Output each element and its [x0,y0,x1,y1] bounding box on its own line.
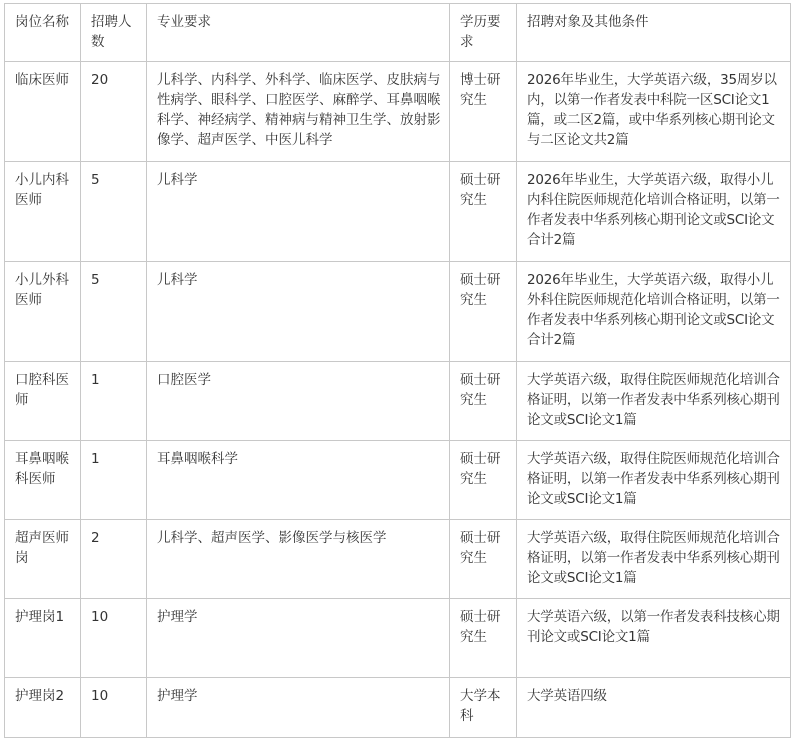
cell-conditions: 大学英语六级，取得住院医师规范化培训合格证明，以第一作者发表中华系列核心期刊论文或SCI论文1篇 [517,441,791,520]
cell-position: 超声医师岗 [5,520,81,599]
cell-count: 2 [81,520,147,599]
cell-count: 1 [81,362,147,441]
cell-position: 口腔科医师 [5,362,81,441]
cell-education: 硕士研究生 [450,599,517,678]
cell-major: 儿科学 [147,262,450,362]
cell-conditions: 大学英语六级，以第一作者发表科技核心期刊论文或SCI论文1篇 [517,599,791,678]
cell-education: 硕士研究生 [450,441,517,520]
cell-education: 大学本科 [450,678,517,738]
table-row [5,262,791,362]
cell-count: 5 [81,162,147,262]
table-row [5,441,791,520]
cell-education: 博士研究生 [450,62,517,162]
cell-conditions: 大学英语六级，取得住院医师规范化培训合格证明，以第一作者发表中华系列核心期刊论文或SCI论文1篇 [517,362,791,441]
cell-conditions: 大学英语四级 [517,678,791,738]
cell-major: 儿科学、超声医学、影像医学与核医学 [147,520,450,599]
cell-major: 儿科学、内科学、外科学、临床医学、皮肤病与性病学、眼科学、口腔医学、麻醉学、耳鼻咽喉科学、神经病学、精神病与精神卫生学、放射影像学、超声医学、中医儿科学 [147,62,450,162]
cell-conditions: 2026年毕业生，大学英语六级，取得小儿内科住院医师规范化培训合格证明，以第一作者发表中华系列核心期刊论文或SCI论文合计2篇 [517,162,791,262]
table-header-row [5,4,791,62]
cell-position: 护理岗2 [5,678,81,738]
cell-major: 护理学 [147,678,450,738]
header-position: 岗位名称 [5,4,81,62]
cell-education: 硕士研究生 [450,362,517,441]
cell-major: 口腔医学 [147,362,450,441]
cell-major: 耳鼻咽喉科学 [147,441,450,520]
table-row [5,62,791,162]
header-major: 专业要求 [147,4,450,62]
header-conditions: 招聘对象及其他条件 [517,4,791,62]
cell-position: 小儿内科医师 [5,162,81,262]
table-row [5,162,791,262]
cell-position: 耳鼻咽喉科医师 [5,441,81,520]
cell-count: 10 [81,599,147,678]
table-row [5,362,791,441]
table-row [5,599,791,678]
cell-count: 10 [81,678,147,738]
cell-major: 儿科学 [147,162,450,262]
cell-count: 5 [81,262,147,362]
table-row [5,678,791,738]
cell-conditions: 大学英语六级，取得住院医师规范化培训合格证明，以第一作者发表中华系列核心期刊论文或SCI论文1篇 [517,520,791,599]
cell-education: 硕士研究生 [450,520,517,599]
cell-count: 1 [81,441,147,520]
cell-position: 护理岗1 [5,599,81,678]
cell-count: 20 [81,62,147,162]
cell-position: 临床医师 [5,62,81,162]
cell-education: 硕士研究生 [450,262,517,362]
header-count: 招聘人数 [81,4,147,62]
cell-conditions: 2026年毕业生，大学英语六级，35周岁以内，以第一作者发表中科院一区SCI论文1篇，或二区2篇，或中华系列核心期刊论文与二区论文共2篇 [517,62,791,162]
cell-education: 硕士研究生 [450,162,517,262]
cell-major: 护理学 [147,599,450,678]
cell-position: 小儿外科医师 [5,262,81,362]
recruitment-table [4,3,791,738]
cell-conditions: 2026年毕业生，大学英语六级，取得小儿外科住院医师规范化培训合格证明，以第一作者发表中华系列核心期刊论文或SCI论文合计2篇 [517,262,791,362]
header-education: 学历要求 [450,4,517,62]
table-row [5,520,791,599]
